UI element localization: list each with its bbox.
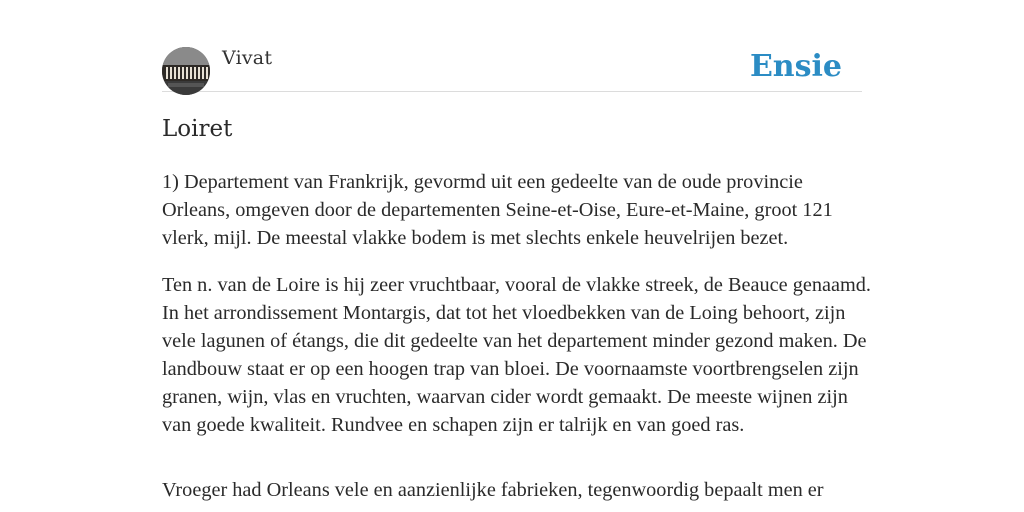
article-body [162,168,872,512]
header [162,47,862,92]
brand-logo[interactable]: Ensie [749,49,842,84]
typewriter-image-icon [162,47,210,95]
author-name[interactable]: Vivat [222,47,273,69]
paragraph: 1) Departement van Frankrijk, gevormd uit een gedeelte van de oude provincie Orleans, omgeven door de departementen Seine-et-Oise, Eure-et-Maine, groot 121 vlerk, mijl. De meestal vlakke bodem is met slechts enkele heuvelrijen bezet. [162,171,833,249]
paragraph: Vroeger had Orleans vele en aanzienlijke fabrieken, tegenwoordig bepaalt men er [162,479,824,501]
article-title: Loiret [162,116,233,142]
author-avatar[interactable] [162,47,210,95]
paragraph: Ten n. van de Loire is hij zeer vruchtbaar, vooral de vlakke streek, de Beauce genaamd. In het arrondissement Montargis, dat tot het vloedbekken van de Loing behoort, zijn vele lagunen of étangs, die dit gedeelte van het departement minder gezond maken. De landbouw staat er op een hoogen trap van bloei. De voornaamste voortbrengselen zijn granen, wijn, vlas en vruchten, waarvan cider wordt gemaakt. De meeste wijnen zijn van goede kwaliteit. Rundvee en schapen zijn er talrijk en van goed ras. [162,274,871,436]
